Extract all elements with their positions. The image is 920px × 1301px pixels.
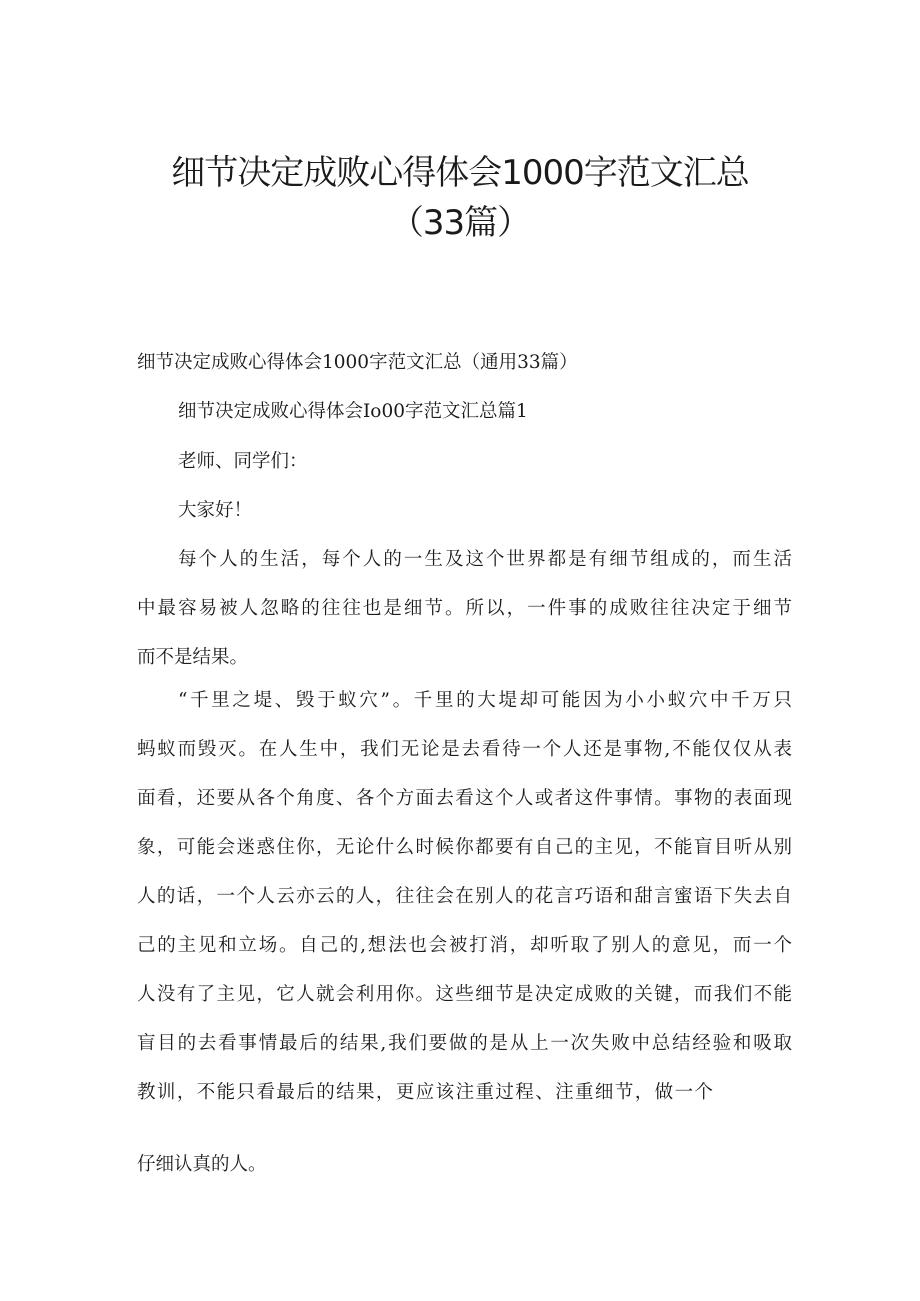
paragraph-2-line: “千里之堤、毁于蚁穴”。千里的大堤却可能因为小小蚁穴中千万只 — [178, 690, 792, 711]
section-heading: 细节决定成败心得体会Io00字范文汇总篇1 — [178, 401, 528, 422]
paragraph-2-end: 仔细认真的人。 — [137, 1154, 267, 1175]
paragraph-2-line: 蚂蚁而毁灭。在人生中，我们无论是去看待一个人还是事物,不能仅仅从表 — [137, 739, 792, 760]
paragraph-2-line: 教训，不能只看最后的结果，更应该注重过程、注重细节，做一个 — [137, 1082, 713, 1103]
paragraph-2-line: 盲目的去看事情最后的结果,我们要做的是从上一次失败中总结经验和吸取 — [137, 1033, 792, 1054]
hello-line: 大家好！ — [178, 500, 253, 521]
paragraph-2-line: 人的话，一个人云亦云的人，往往会在别人的花言巧语和甜言蜜语下失去自 — [137, 886, 792, 907]
document-title-line2: （33篇） — [389, 203, 531, 243]
paragraph-2-line: 面看，还要从各个角度、各个方面去看这个人或者这件事情。事物的表面现 — [137, 788, 792, 809]
paragraph-2-line: 人没有了主见，它人就会利用你。这些细节是决定成败的关键，而我们不能 — [137, 984, 792, 1005]
document-subtitle: 细节决定成败心得体会1000字范文汇总（通用33篇） — [137, 352, 578, 373]
paragraph-1-line: 而不是结果。 — [137, 647, 249, 668]
paragraph-1-line: 中最容易被人忽略的往往也是细节。所以，一件事的成败往往决定于细节 — [137, 598, 792, 619]
paragraph-1-line: 每个人的生活，每个人的一生及这个世界都是有细节组成的，而生活 — [178, 549, 792, 570]
document-title-line1: 细节决定成败心得体会1000字范文汇总 — [171, 153, 749, 193]
greeting: 老师、同学们： — [178, 451, 308, 472]
paragraph-2-line: 己的主见和立场。自己的,想法也会被打消，却听取了别人的意见，而一个 — [137, 935, 792, 956]
paragraph-2-line: 象，可能会迷惑住你，无论什么时候你都要有自己的主见，不能盲目听从别 — [137, 837, 792, 858]
